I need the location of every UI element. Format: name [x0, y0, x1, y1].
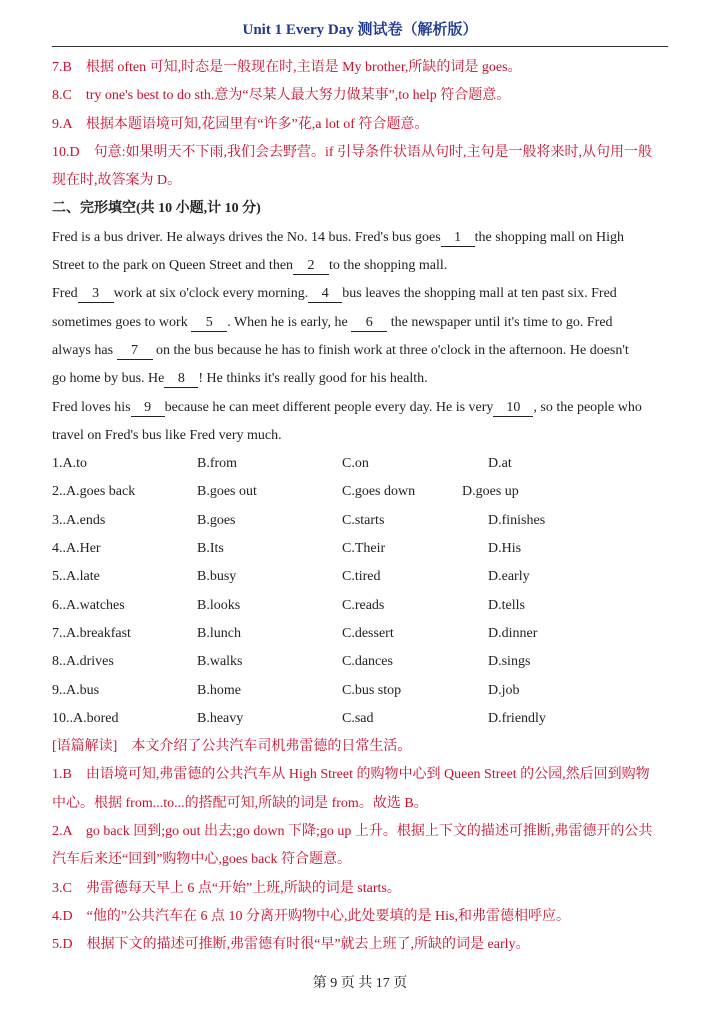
option-b: B.goes out — [197, 484, 257, 500]
blank-2: 2 — [293, 258, 329, 275]
option-row — [52, 620, 670, 648]
option-row — [52, 592, 670, 620]
passage-text: Fred loves his — [52, 399, 131, 415]
option-row — [52, 677, 670, 705]
passage-text: travel on Fred's bus like Fred very much. — [52, 427, 282, 443]
option-d: D.job — [488, 682, 520, 698]
passage-text: Street to the park on Queen Street and then — [52, 258, 294, 274]
passage-text: the shopping mall on High — [474, 229, 624, 245]
blank-5: 5 — [191, 315, 227, 332]
blank-10: 10 — [493, 400, 533, 417]
answer-line: [语篇解读] 本文介绍了公共汽车司机弗雷德的日常生活。 — [52, 739, 412, 755]
option-row — [52, 705, 670, 733]
option-a: 4..A.Her — [52, 541, 101, 557]
option-a: 2..A.goes back — [52, 484, 136, 500]
option-row — [52, 563, 670, 591]
passage-text: Fred is a bus driver. He always drives the No. 14 bus. Fred's bus goes — [52, 229, 441, 245]
blank-3: 3 — [78, 286, 114, 303]
passage-line — [52, 280, 670, 308]
passage-text: to the shopping mall. — [329, 258, 448, 274]
answer-line: 汽车后来还“回到”购物中心,goes back 符合题意。 — [52, 852, 352, 868]
answer-block-part1 — [52, 54, 670, 195]
option-a: 8..A.drives — [52, 654, 114, 670]
option-a: 5..A.late — [52, 569, 100, 585]
option-d: D.finishes — [488, 512, 546, 528]
answer-line: 2.A go back 回到;go out 出去;go down 下降;go up 上升。根据上下文的描述可推断,弗雷德开的公共 — [52, 824, 653, 840]
passage-line — [52, 224, 670, 252]
answer-line: 3.C 弗雷德每天早上 6 点“开始”上班,所缺的词是 starts。 — [52, 880, 401, 896]
option-b: B.busy — [197, 569, 237, 585]
option-d: D.early — [488, 569, 530, 585]
blank-4: 4 — [308, 286, 342, 303]
option-a: 7..A.breakfast — [52, 625, 131, 641]
passage-line — [52, 365, 670, 393]
page-content — [52, 54, 670, 960]
cloze-passage — [52, 224, 670, 450]
passage-text: , so the people who — [533, 399, 642, 415]
option-b: B.from — [197, 456, 238, 472]
option-b: B.looks — [197, 597, 241, 613]
blank-9: 9 — [131, 400, 165, 417]
answer-block-part2 — [52, 733, 670, 959]
option-c: C.on — [342, 456, 369, 472]
option-row — [52, 535, 670, 563]
option-b: B.home — [197, 682, 241, 698]
passage-line — [52, 422, 670, 450]
passage-text: sometimes goes to work — [52, 314, 192, 330]
answer-line: 中心。根据 from...to...的搭配可知,所缺的词是 from。故选 B。 — [52, 795, 428, 811]
page-number: 第 9 页 共 17 页 — [312, 976, 408, 991]
answer-line: 4.D “他的”公共汽车在 6 点 10 分离开购物中心,此处要填的是 His,和弗雷德相呼应。 — [52, 908, 570, 924]
passage-line — [52, 252, 670, 280]
option-b: B.Its — [197, 541, 224, 557]
answer-line: 9.A 根据本题语境可知,花园里有“许多”花,a lot of 符合题意。 — [52, 116, 429, 132]
passage-line — [52, 309, 670, 337]
option-c: C.goes down — [342, 484, 416, 500]
option-c: C.reads — [342, 597, 385, 613]
option-c: C.Their — [342, 541, 386, 557]
option-b: B.heavy — [197, 710, 244, 726]
option-d: D.tells — [488, 597, 525, 613]
answer-line: 现在时,故答案为 D。 — [52, 173, 182, 189]
options-table — [52, 450, 670, 733]
passage-text: work at six o'clock every morning. — [113, 286, 309, 302]
section-heading: 二、完形填空(共 10 小题,计 10 分) — [52, 201, 261, 217]
passage-text: ! He thinks it's really good for his health. — [198, 371, 428, 387]
option-c: C.starts — [342, 512, 385, 528]
blank-1: 1 — [441, 230, 475, 247]
option-d: D.goes up — [462, 484, 519, 500]
option-c: C.bus stop — [342, 682, 402, 698]
blank-8: 8 — [164, 371, 198, 388]
option-b: B.lunch — [197, 625, 241, 641]
option-d: D.sings — [488, 654, 531, 670]
option-row — [52, 450, 670, 478]
option-a: 9..A.bus — [52, 682, 100, 698]
passage-line — [52, 337, 670, 365]
option-c: C.dessert — [342, 625, 394, 641]
passage-text: bus leaves the shopping mall at ten past six. Fred — [342, 286, 617, 302]
option-a: 3..A.ends — [52, 512, 106, 528]
answer-line: 10.D 句意:如果明天不下雨,我们会去野营。if 引导条件状语从句时,主句是一般将来时,从句用一般 — [52, 144, 653, 160]
passage-text: because he can meet different people every day. He is very — [164, 399, 494, 415]
page-header-title: Unit 1 Every Day 测试卷（解析版） — [242, 22, 478, 38]
option-row — [52, 478, 670, 506]
passage-text: the newspaper until it's time to go. Fred — [387, 314, 613, 330]
passage-text: . When he is early, he — [227, 314, 352, 330]
option-d: D.at — [488, 456, 512, 472]
answer-line: 5.D 根据下文的描述可推断,弗雷德有时很“早”就去上班了,所缺的词是 early。 — [52, 937, 530, 953]
option-d: D.friendly — [488, 710, 546, 726]
option-c: C.tired — [342, 569, 381, 585]
passage-text: Fred — [52, 286, 78, 302]
answer-line: 1.B 由语境可知,弗雷德的公共汽车从 High Street 的购物中心到 Queen Street 的公园,然后回到购物 — [52, 767, 650, 783]
blank-6: 6 — [351, 315, 387, 332]
option-row — [52, 507, 670, 535]
option-b: B.goes — [197, 512, 236, 528]
option-a: 1.A.to — [52, 456, 87, 472]
option-d: D.dinner — [488, 625, 538, 641]
answer-line: 7.B 根据 often 可知,时态是一般现在时,主语是 My brother,所缺的词是 goes。 — [52, 60, 522, 75]
option-d: D.His — [488, 541, 522, 557]
blank-7: 7 — [117, 343, 153, 360]
passage-text: go home by bus. He — [52, 371, 165, 387]
option-c: C.sad — [342, 710, 374, 726]
option-c: C.dances — [342, 654, 393, 670]
passage-text: always has — [52, 342, 117, 358]
passage-text: on the bus because he has to finish work at three o'clock in the afternoon. He doesn't — [152, 342, 629, 358]
header-divider — [52, 46, 668, 47]
option-a: 6..A.watches — [52, 597, 125, 613]
answer-line: 8.C try one's best to do sth.意为“尽某人最大努力做某事”,to help 符合题意。 — [52, 88, 511, 104]
option-row — [52, 648, 670, 676]
option-a: 10..A.bored — [52, 710, 119, 726]
passage-line — [52, 394, 670, 422]
option-b: B.walks — [197, 654, 243, 670]
